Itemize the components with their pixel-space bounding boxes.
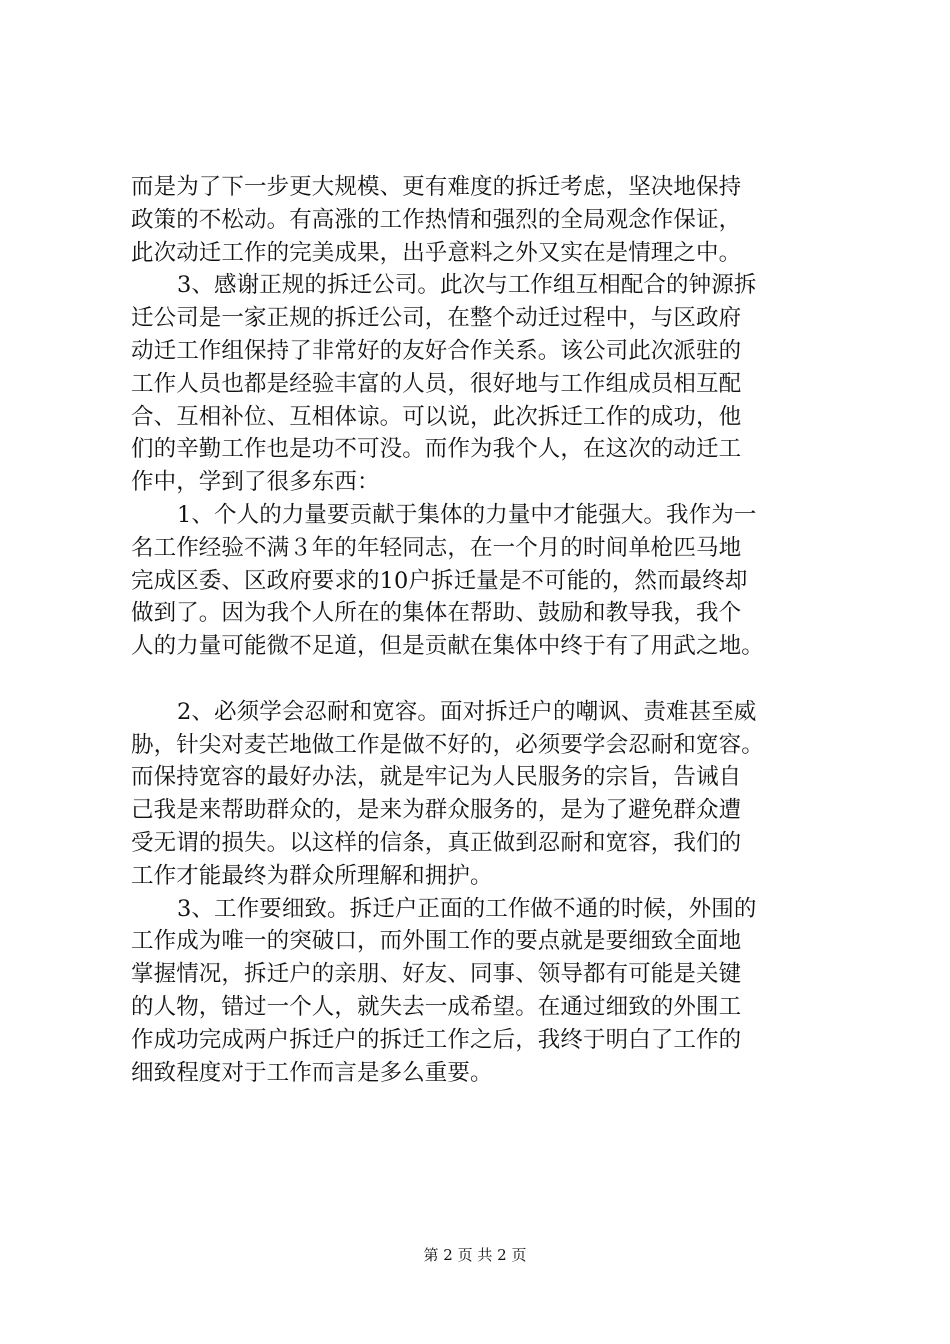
paragraph-start-line: 3、感谢正规的拆迁公司。此次与工作组互相配合的钟源拆: [177, 272, 757, 299]
text-line: 们的辛勤工作也是功不可没。而作为我个人，在这次的动迁工: [131, 436, 742, 463]
paragraph-start-line: 1、个人的力量要贡献于集体的力量中才能强大。我作为一: [177, 501, 757, 528]
paragraph-gap: [131, 663, 831, 696]
document-body: [131, 171, 831, 1089]
text-line: 工作才能最终为群众所理解和拥护。: [131, 862, 493, 889]
paragraph-start-line: 3、工作要细致。拆迁户正面的工作做不通的时候，外围的: [177, 895, 757, 922]
page-footer: 第 2 页 共 2 页: [423, 1246, 527, 1264]
text-line: 而是为了下一步更大规模、更有难度的拆迁考虑，坚决地保持: [131, 174, 742, 200]
text-line: 做到了。因为我个人所在的集体在帮助、鼓励和教导我，我个: [131, 600, 742, 627]
text-line: 的人物，错过一个人，就失去一成希望。在通过细致的外围工: [131, 993, 742, 1020]
text-line: 细致程度对于工作而言是多么重要。: [131, 1059, 493, 1086]
text-line: 名工作经验不满３年的年轻同志，在一个月的时间单枪匹马地: [131, 534, 742, 561]
text-line: 迁公司是一家正规的拆迁公司，在整个动迁过程中，与区政府: [131, 305, 742, 332]
text-line: 己我是来帮助群众的，是来为群众服务的，是为了避免群众遭: [131, 797, 742, 824]
text-line: 受无谓的损失。以这样的信条，真正做到忍耐和宽容，我们的: [131, 829, 742, 856]
paragraph-start-line: 2、必须学会忍耐和宽容。面对拆迁户的嘲讽、责难甚至威: [177, 698, 757, 725]
text-line: 作成功完成两户拆迁户的拆迁工作之后，我终于明白了工作的: [131, 1026, 742, 1053]
text-line: 胁，针尖对麦芒地做工作是做不好的，必须要学会忍耐和宽容。: [131, 731, 764, 758]
text-line: 完成区委、区政府要求的10户拆迁量是不可能的，然而最终却: [131, 567, 748, 594]
text-line: 政策的不松动。有高涨的工作热情和强烈的全局观念作保证，: [131, 206, 742, 233]
text-line: 此次动迁工作的完美成果，出乎意料之外又实在是情理之中。: [131, 239, 742, 266]
text-line: 动迁工作组保持了非常好的友好合作关系。该公司此次派驻的: [131, 337, 742, 364]
text-line: 合、互相补位、互相体谅。可以说，此次拆迁工作的成功，他: [131, 403, 742, 430]
text-line: 掌握情况，拆迁户的亲朋、好友、同事、领导都有可能是关键: [131, 961, 742, 988]
text-line: 而保持宽容的最好办法，就是牢记为人民服务的宗旨，告诫自: [131, 764, 742, 791]
text-line: 人的力量可能微不足道，但是贡献在集体中终于有了用武之地。: [131, 633, 764, 660]
text-line: 工作成为唯一的突破口，而外围工作的要点就是要细致全面地: [131, 928, 742, 955]
text-line: 工作人员也都是经验丰富的人员，很好地与工作组成员相互配: [131, 370, 742, 397]
text-line: 作中，学到了很多东西：: [131, 469, 380, 496]
